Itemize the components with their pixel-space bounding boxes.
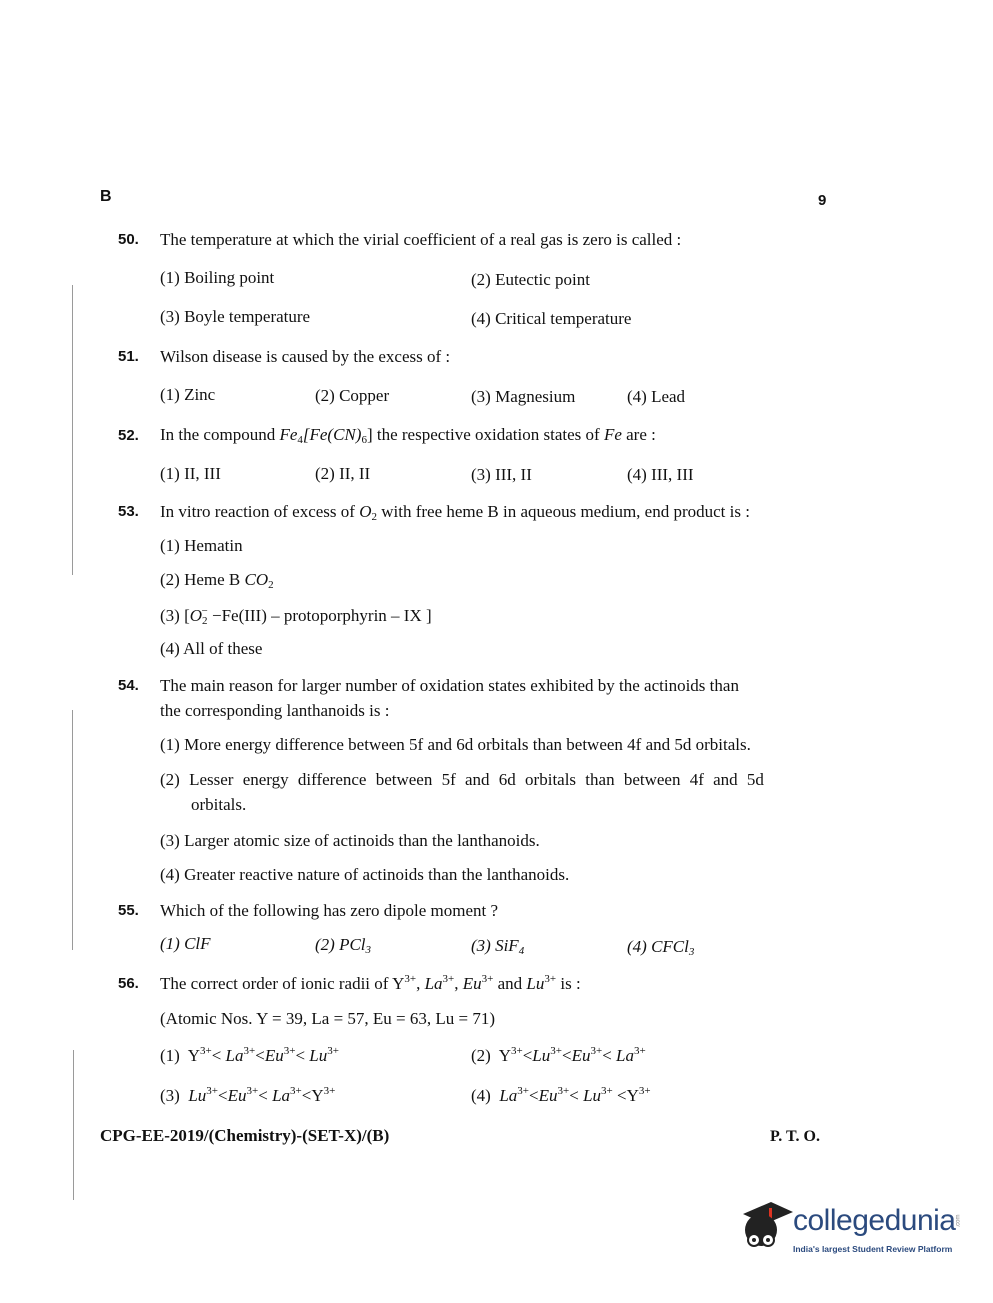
option: (1) Zinc — [160, 385, 216, 404]
question-number: 53. — [118, 503, 139, 520]
option: (4) CFCl$_3$ — [627, 937, 695, 958]
option: (2) II, II — [315, 464, 371, 483]
question-text: Which of the following has zero dipole moment ? — [160, 901, 499, 920]
option: (1) More energy difference between 5f and 6d orbitals than between 4f and 5d orbitals. — [160, 735, 751, 754]
scan-margin-line — [73, 1050, 74, 1200]
option: (2) Heme B $CO_2$ — [160, 570, 274, 591]
option: (4) Critical temperature — [471, 309, 632, 328]
question-text: The correct order of ionic radii of $Y^{3+}$, $La^{3+}$, $Eu^{3+}$ and $Lu^{3+}$ is : — [160, 973, 581, 993]
question-number: 55. — [118, 902, 139, 919]
logo-dotcom: .com — [955, 1214, 962, 1228]
scan-margin-line — [72, 285, 73, 575]
question-number: 51. — [118, 348, 139, 365]
question-number: 50. — [118, 231, 139, 248]
option: (1) Hematin — [160, 536, 243, 555]
option: (4) $La^{3+}<Eu^{3+}< Lu^{3+} <Y^{3+}$ — [471, 1085, 651, 1105]
option: (3) Magnesium — [471, 387, 576, 406]
option: (3) SiF$_4$ — [471, 936, 525, 957]
question-number: 56. — [118, 975, 139, 992]
question-text: The temperature at which the virial coefficient of a real gas is zero is called : — [160, 230, 682, 249]
page-number: 9 — [818, 192, 827, 209]
option: (2) $Y^{3+}<Lu^{3+}<Eu^{3+}< La^{3+}$ — [471, 1045, 646, 1065]
option: (2) Eutectic point — [471, 270, 590, 289]
option: (4) Greater reactive nature of actinoids than the lanthanoids. — [160, 865, 570, 884]
option: (1) ClF — [160, 934, 211, 953]
option: (1) II, III — [160, 464, 221, 483]
pto-label: P. T. O. — [770, 1128, 820, 1145]
set-code: B — [100, 188, 112, 205]
question-text: In vitro reaction of excess of $O_2$ with free heme B in aqueous medium, end product is : — [160, 502, 750, 523]
option: (2) Lesser energy difference between 5f and 6d orbitals than between 4f and 5d — [160, 770, 764, 789]
option: (3) Larger atomic size of actinoids than the lanthanoids. — [160, 831, 540, 850]
option: (3) III, II — [471, 465, 532, 484]
option: (2) PCl$_3$ — [315, 935, 372, 956]
question-text: Wilson disease is caused by the excess of : — [160, 347, 451, 366]
option: (1) $Y^{3+}< La^{3+}<Eu^{3+}< Lu^{3+}$ — [160, 1045, 339, 1065]
paper-code: CPG-EE-2019/(Chemistry)-(SET-X)/(B) — [100, 1126, 390, 1145]
option: (2) Copper — [315, 386, 390, 405]
option: (4) All of these — [160, 639, 263, 658]
logo-wordmark: collegedunia — [793, 1204, 956, 1237]
option: (1) Boiling point — [160, 268, 275, 287]
option: (3) [$O_2^- -Fe(III)$ – protoporphyrin – IX ] — [160, 605, 432, 627]
collegedunia-mascot-icon — [735, 1196, 795, 1256]
question-number: 52. — [118, 427, 139, 444]
atomic-numbers: (Atomic Nos. Y = 39, La = 57, Eu = 63, Lu = 71) — [160, 1009, 496, 1028]
option: (3) Boyle temperature — [160, 307, 311, 326]
option: orbitals. — [191, 795, 247, 814]
question-text: The main reason for larger number of oxidation states exhibited by the actinoids than — [160, 676, 739, 695]
logo-tagline: India's largest Student Review Platform — [793, 1244, 953, 1254]
question-text: the corresponding lanthanoids is : — [160, 701, 390, 720]
option: (4) III, III — [627, 465, 694, 484]
question-number: 54. — [118, 677, 139, 694]
option: (4) Lead — [627, 387, 686, 406]
question-text: In the compound $Fe_4[Fe(CN)_6]$ the respective oxidation states of Fe are : — [160, 425, 656, 446]
option: (3) $Lu^{3+}<Eu^{3+}< La^{3+}<Y^{3+}$ — [160, 1085, 336, 1105]
scan-margin-line — [72, 710, 73, 950]
